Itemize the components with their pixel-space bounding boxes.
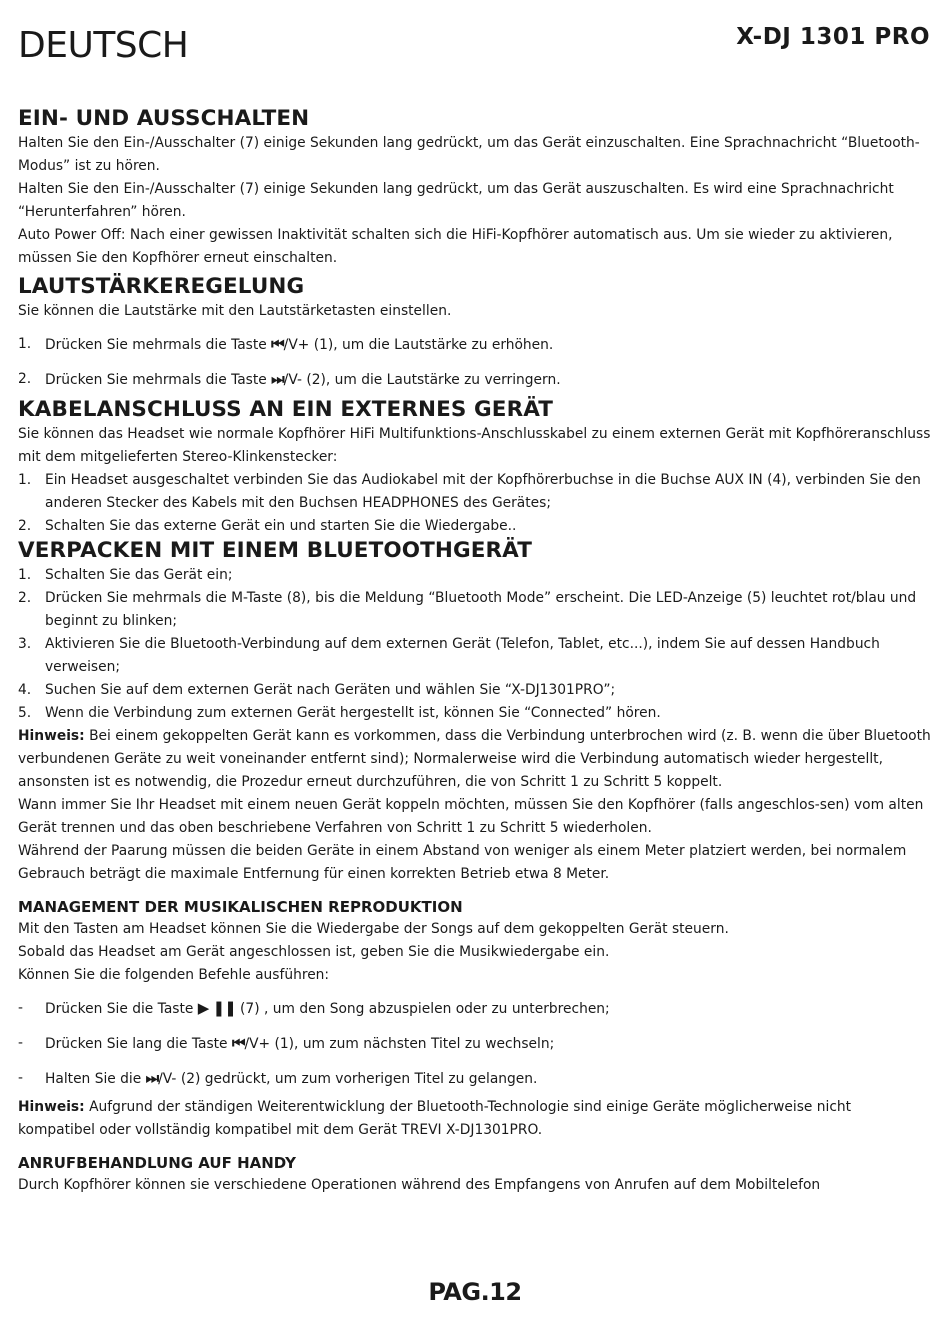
power-paragraph: Halten Sie den Ein-/Ausschalter (7) einige Sekunden lang gedrückt, um das Gerät auszuschalten. Es wird eine Sprachnachricht “Herunterfahren” hören. bbox=[18, 181, 894, 220]
music-paragraph: Mit den Tasten am Headset können Sie die Wiedergabe der Songs auf dem gekoppelten Gerät steuern. bbox=[18, 921, 729, 937]
previous-volume-up-icon: ⏮ bbox=[231, 1034, 245, 1052]
music-paragraph: Können Sie die folgenden Befehle ausführen: bbox=[18, 967, 330, 983]
volume-intro: Sie können die Lautstärke mit den Lautstärketasten einstellen. bbox=[18, 303, 452, 319]
list-item: 1. Drücken Sie mehrmals die Taste ⏮/V+ (1), um die Lautstärke zu erhöhen. bbox=[18, 335, 554, 353]
list-item: - Halten Sie die ⏭/V- (2) gedrückt, um zum vorherigen Titel zu gelangen. bbox=[18, 1069, 538, 1087]
previous-volume-up-icon: ⏮ bbox=[271, 335, 284, 353]
note-label: Hinweis: bbox=[18, 1099, 85, 1115]
cable-intro: Sie können das Headset wie normale Kopfhörer HiFi Multifunktions-Anschlusskabel zu einem externen Gerät mit Kopfhöreranschluss mit dem mitgelieferten Stereo-Klinkenstecker: bbox=[18, 426, 931, 465]
cable-section-title: KABELANSCHLUSS AN EIN EXTERNES GERÄT bbox=[18, 397, 554, 422]
list-item: 2. Schalten Sie das externe Gerät ein und starten Sie die Wiedergabe.. bbox=[18, 518, 517, 534]
play-pause-icon: ▶ ❚❚ bbox=[197, 999, 236, 1017]
list-item: - Drücken Sie die Taste ▶ ❚❚ (7) , um den Song abzuspielen oder zu unterbrechen; bbox=[18, 999, 610, 1017]
language-heading: DEUTSCH bbox=[18, 25, 189, 66]
list-item: 3. Aktivieren Sie die Bluetooth-Verbindung auf dem externen Gerät (Telefon, Tablet, etc...), indem Sie auf dessen Handbuch verweisen; bbox=[18, 636, 880, 675]
pairing-note: Hinweis: Bei einem gekoppelten Gerät kann es vorkommen, dass die Verbindung unterbrochen wird (z. B. wenn die über Bluetooth verbundenen Geräte zu weit voneinander entfernt sind); Normalerweise wird die Verbindung automatisch wieder hergestellt, ansonsten ist es notwendig, die Prozedur erneut durchzuführen, die von Schritt 1 zu Schritt 5 koppelt. bbox=[18, 728, 931, 790]
list-item: 1. Ein Headset ausgeschaltet verbinden Sie das Audiokabel mit der Kopfhörerbuchse in die Buchse AUX IN (4), verbinden Sie den anderen Stecker des Kabels mit den Buchsen HEADPHONES des Gerätes; bbox=[18, 472, 921, 511]
power-paragraph: Halten Sie den Ein-/Ausschalter (7) einige Sekunden lang gedrückt, um das Gerät einzuschalten. Eine Sprachnachricht “Bluetooth-Modus” ist zu hören. bbox=[18, 135, 920, 174]
pairing-paragraph: Während der Paarung müssen die beiden Geräte in einem Abstand von weniger als einem Meter platziert werden, bei normalem Gebrauch beträgt die maximale Entfernung für einen korrekten Betrieb etwa 8 Meter. bbox=[18, 843, 907, 882]
list-item: - Drücken Sie lang die Taste ⏮/V+ (1), um zum nächsten Titel zu wechseln; bbox=[18, 1034, 555, 1052]
list-item: 4. Suchen Sie auf dem externen Gerät nach Geräten und wählen Sie “X-DJ1301PRO”; bbox=[18, 682, 616, 698]
list-item: 2. Drücken Sie mehrmals die M-Taste (8), bis die Meldung “Bluetooth Mode” erscheint. Die LED-Anzeige (5) leuchtet rot/blau und beginnt zu blinken; bbox=[18, 590, 917, 629]
volume-section-title: LAUTSTÄRKEREGELUNG bbox=[18, 274, 305, 299]
manual-content bbox=[18, 106, 932, 1197]
power-paragraph: Auto Power Off: Nach einer gewissen Inaktivität schalten sich die HiFi-Kopfhörer automatisch aus. Um sie wieder zu aktivieren, müssen Sie den Kopfhörer erneut einschalten. bbox=[18, 227, 893, 266]
calls-paragraph: Durch Kopfhörer können sie verschiedene Operationen während des Empfangens von Anrufen auf dem Mobiltelefon bbox=[18, 1177, 821, 1193]
next-volume-down-icon: ⏭ bbox=[271, 370, 284, 388]
pairing-paragraph: Wann immer Sie Ihr Headset mit einem neuen Gerät koppeln möchten, müssen Sie den Kopfhörer (falls angeschlos-sen) vom alten Gerät trennen und das oben beschriebene Verfahren von Schritt 1 zu Schritt 5 wiederholen. bbox=[18, 797, 924, 836]
music-note: Hinweis: Aufgrund der ständigen Weiterentwicklung der Bluetooth-Technologie sind einige Geräte möglicherweise nicht kompatibel oder vollständig kompatibel mit dem Gerät TREVI X-DJ1301PRO. bbox=[18, 1099, 852, 1138]
model-name: X-DJ 1301 PRO bbox=[736, 24, 930, 50]
music-section-title: MANAGEMENT DER MUSIKALISCHEN REPRODUKTION bbox=[18, 898, 463, 916]
music-commands bbox=[18, 991, 932, 1096]
list-item: 5. Wenn die Verbindung zum externen Gerät hergestellt ist, können Sie “Connected” hören. bbox=[18, 705, 661, 721]
pairing-steps bbox=[18, 564, 932, 725]
page-number: PAG.12 bbox=[428, 1278, 522, 1306]
note-label: Hinweis: bbox=[18, 728, 85, 744]
list-item: 2. Drücken Sie mehrmals die Taste ⏭/V- (2), um die Lautstärke zu verringern. bbox=[18, 370, 561, 388]
music-paragraph: Sobald das Headset am Gerät angeschlossen ist, geben Sie die Musikwiedergabe ein. bbox=[18, 944, 610, 960]
volume-steps bbox=[18, 327, 932, 397]
power-section-title: EIN- UND AUSSCHALTEN bbox=[18, 106, 310, 131]
next-volume-down-icon: ⏭ bbox=[145, 1069, 159, 1087]
pairing-section-title: VERPACKEN MIT EINEM BLUETOOTHGERÄT bbox=[18, 538, 532, 563]
list-item: 1. Schalten Sie das Gerät ein; bbox=[18, 567, 233, 583]
calls-section-title: ANRUFBEHANDLUNG AUF HANDY bbox=[18, 1154, 297, 1172]
cable-steps bbox=[18, 469, 932, 538]
